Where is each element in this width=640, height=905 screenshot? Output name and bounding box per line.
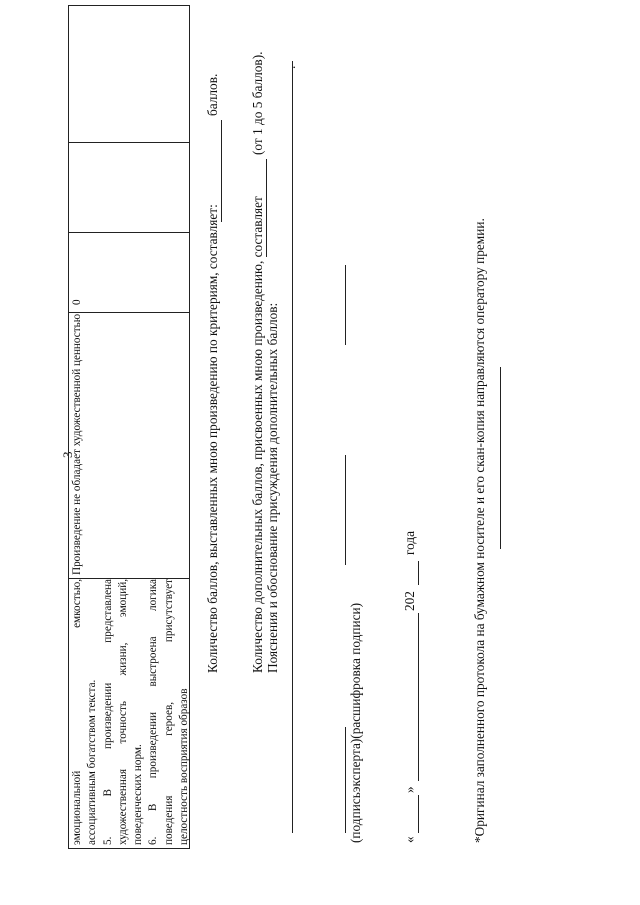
criteria-line: 6. В произведении выстроена логика [147, 579, 160, 845]
table-divider [68, 312, 190, 313]
date-year-prefix: 202 [402, 591, 417, 611]
criteria-line: ассоциативным богатством текста. [86, 679, 99, 845]
table-divider [68, 142, 190, 143]
date-open-quote: « [402, 836, 417, 843]
date-close-quote: » [402, 786, 417, 793]
criteria-cell [70, 579, 192, 845]
score-statement: Количество баллов, выставленных мною произведению по критериям, составляет: [205, 204, 220, 673]
explanation-statement: Пояснения и обоснование присуждения дополнительных баллов: [265, 302, 280, 673]
criteria-line: эмоциональной емкостью, [71, 579, 83, 845]
date-day-blank[interactable] [418, 795, 419, 833]
signature-extra-blank[interactable] [345, 265, 346, 345]
extra-points-range: (от 1 до 5 баллов). [250, 51, 265, 155]
criteria-line: художественная точность жизни, эмоций, [116, 579, 129, 845]
extra-points-blank[interactable] [266, 159, 267, 257]
footer-rule [500, 367, 501, 549]
extra-points-statement: Количество дополнительных баллов, присвоенных мною произведению, составляет [250, 196, 265, 673]
trailing-dot: . [283, 65, 298, 69]
criteria-line: целостность восприятия образов [178, 688, 191, 845]
score-cell: 0 [71, 299, 83, 305]
criteria-line: поведения героев, присутствует [162, 579, 175, 845]
description-cell: Произведение не обладает художественной ценностью [71, 313, 83, 575]
score-unit: баллов. [205, 73, 220, 116]
explanation-blank[interactable] [292, 61, 293, 833]
score-blank[interactable] [221, 120, 222, 222]
footnote: *Оригинал заполненного протокола на бумажном носителе и его скан-копия направляются оператору премии. [472, 218, 487, 843]
signature-caption: (подписьэксперта)(расшифровка подписи) [348, 602, 363, 843]
date-month-blank[interactable] [418, 613, 419, 781]
page-number: 3 [60, 451, 75, 458]
table-divider [68, 232, 190, 233]
criteria-line: 5. В произведении представлена [101, 579, 114, 845]
signature-decoding-blank[interactable] [345, 455, 346, 565]
date-year-suffix: года [402, 530, 417, 555]
signature-blank[interactable] [345, 727, 346, 833]
criteria-line: поведенческих норм. [132, 744, 145, 845]
date-year-blank[interactable] [418, 561, 419, 585]
